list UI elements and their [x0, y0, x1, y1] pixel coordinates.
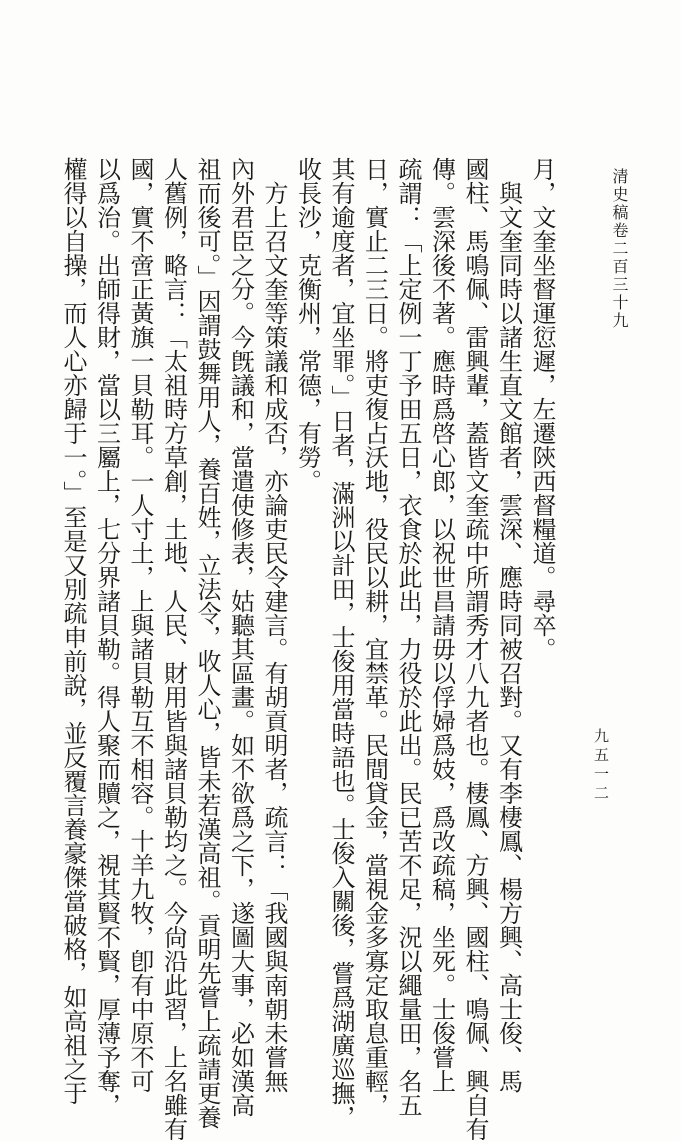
text-column: 權得以自操，而人心亦歸于一。」至是又別疏申前說，並反覆言養豪傑當破格，如高祖之于 [59, 157, 87, 1105]
text-column: 與文奎同時以諸生直文館者，雲深、應時同被召對。又有李棲鳳、楊方興、高士俊、馬 [494, 157, 523, 1093]
page-number: 九五一二 [592, 728, 610, 804]
text-column: 月，文奎坐督運愆遲，左遷陝西督糧道。尋卒。 [528, 157, 556, 661]
text-column: 方上召文奎等策議和成否，亦論吏民令建言。有胡貢明者，疏言：「我國與南朝未嘗無 [260, 157, 288, 1093]
text-column: 疏謂：「上定例一丁予田五日，衣食於此出，力役於此出。民已苦不足，況以繩量田，名五 [394, 157, 422, 1117]
running-header: 清史稿卷二百三十九 [610, 168, 629, 330]
text-column: 國柱、馬鳴佩、雷興輩，蓋皆文奎疏中所謂秀才八九者也。棲鳳、方興、國柱、鳴佩、興自有 [461, 157, 489, 1141]
text-column: 傳。雲深後不著。應時爲啓心郎，以祝世昌請毋以俘婦爲妓，爲改疏稿，坐死。士俊嘗上 [427, 157, 456, 1093]
text-column: 人舊例，略言：「太祖時方草創，土地、人民、財用皆與諸貝勒均之。今尙沿此習，上名雖有 [159, 157, 188, 1141]
text-column: 以爲治。出師得財，當以三屬上，七分界諸貝勒。得人聚而贖之，視其賢不賢，厚薄予奪， [92, 157, 121, 1117]
text-column: 國，實不啻正黃旗一貝勒耳。一人寸土，上與諸貝勒互不相容。十羊九牧，卽有中原不可 [126, 157, 154, 1093]
text-column: 其有逾度者，宜坐罪。」日者，滿洲以計田，士俊用當時語也。士俊入關後，嘗爲湖廣巡撫， [327, 157, 355, 1129]
text-column: 收長沙，克衡州，常德，有勞。 [293, 157, 322, 493]
main-text [59, 157, 558, 1141]
text-column: 祖而後可。」因謂鼓舞用人，養百姓，立法令，收人心，皆未若漢高祖。貢明先嘗上疏請更養 [193, 157, 221, 1129]
text-column: 日，實止二三日。將吏復占沃地，役民以耕，宜禁革。民間貸金，當視金多寡定取息重輕， [360, 157, 389, 1117]
text-column: 內外君臣之分。今旣議和，當遣使修表，姑聽其區畫。如不欲爲之下，遂圖大事，必如漢高 [226, 157, 255, 1117]
